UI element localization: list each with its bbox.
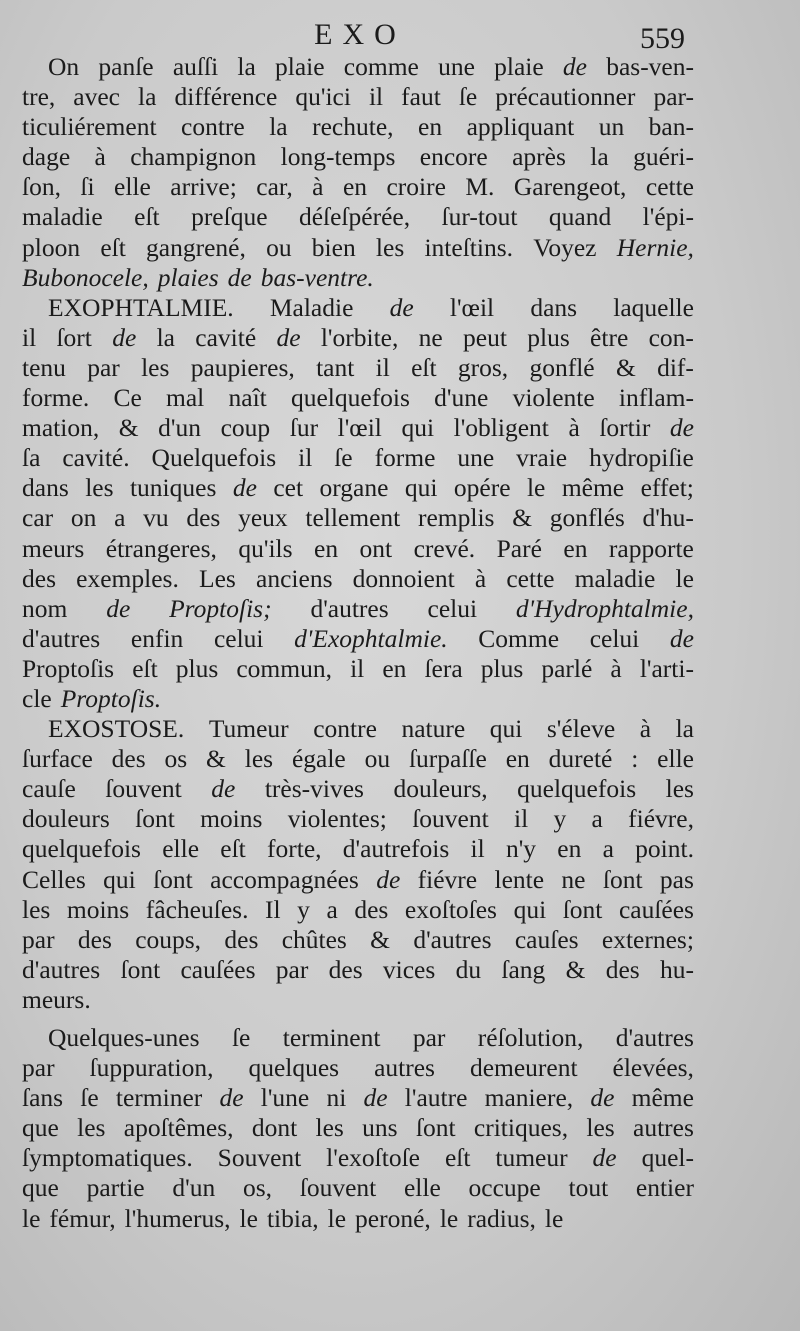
text-line: il ſort de la cavité de l'orbite, ne peut plus être con- bbox=[22, 322, 694, 352]
text-line: par ſuppuration, quelques autres demeurent élevées, bbox=[22, 1053, 694, 1083]
text-line: par des coups, des chûtes & d'autres cauſes externes; bbox=[22, 924, 694, 954]
text-line: ſa cavité. Quelquefois il ſe forme une vraie hydropiſie bbox=[22, 443, 694, 473]
text-line: tre, avec la différence qu'ici il faut ſe précautionner par- bbox=[22, 82, 694, 112]
text-line: dage à champignon long-temps encore après la guéri- bbox=[22, 142, 694, 172]
text-line: ploon eſt gangrené, ou bien les inteſtins. Voyez Hernie, bbox=[22, 232, 694, 262]
paragraph-gap bbox=[22, 1015, 694, 1023]
text-line: forme. Ce mal naît quelquefois d'une violente inflam- bbox=[22, 383, 694, 413]
paragraph bbox=[22, 714, 694, 1015]
text-line: mation, & d'un coup ſur l'œil qui l'obligent à ſortir de bbox=[22, 413, 694, 443]
text-line: d'autres enfin celui d'Exophtalmie. Comme celui de bbox=[22, 623, 694, 653]
text-line: Celles qui ſont accompagnées de fiévre lente ne ſont pas bbox=[22, 864, 694, 894]
text-line: nom de Proptoſis; d'autres celui d'Hydrophtalmie, bbox=[22, 593, 694, 623]
text-line: Quelques-unes ſe terminent par réſolution, d'autres bbox=[48, 1023, 694, 1052]
text-line: ſymptomatiques. Souvent l'exoſtoſe eſt tumeur de quel- bbox=[22, 1143, 694, 1173]
text-line: On panſe auſſi la plaie comme une plaie de bas-ven- bbox=[48, 52, 694, 81]
text-line: des exemples. Les anciens donnoient à cette maladie le bbox=[22, 563, 694, 593]
text-line: d'autres ſont cauſées par des vices du ſang & des hu- bbox=[22, 954, 694, 984]
text-line: ticuliérement contre la rechute, en appliquant un ban- bbox=[22, 112, 694, 142]
paragraph bbox=[22, 1023, 694, 1234]
text-line: cauſe ſouvent de très-vives douleurs, quelquefois les bbox=[22, 774, 694, 804]
text-line: que les apoſtêmes, dont les uns ſont critiques, les autres bbox=[22, 1113, 694, 1143]
text-line: ſurface des os & les égale ou ſurpaſſe en dureté : elle bbox=[22, 744, 694, 774]
text-line: maladie eſt preſque déſeſpérée, ſur-tout quand l'épi- bbox=[22, 202, 694, 232]
text-line: dans les tuniques de cet organe qui opére le même effet; bbox=[22, 473, 694, 503]
paragraph bbox=[22, 293, 694, 714]
text-line: Proptoſis eſt plus commun, il en ſera plus parlé à l'arti- bbox=[22, 653, 694, 683]
text-line: Bubonocele, plaies de bas-ventre. bbox=[22, 262, 374, 292]
text-line: meurs étrangeres, qu'ils en ont crevé. Paré en rapporte bbox=[22, 533, 694, 563]
text-line: tenu par les paupieres, tant il eſt gros, gonflé & dif- bbox=[22, 352, 694, 382]
text-line: douleurs ſont moins violentes; ſouvent il y a fiévre, bbox=[22, 804, 694, 834]
paragraph bbox=[22, 52, 694, 293]
text-line: meurs. bbox=[22, 984, 91, 1014]
text-line: ſans ſe terminer de l'une ni de l'autre maniere, de même bbox=[22, 1083, 694, 1113]
text-line: ſon, ſi elle arrive; car, à en croire M. Garengeot, cette bbox=[22, 172, 694, 202]
text-line: que partie d'un os, ſouvent elle occupe tout entier bbox=[22, 1173, 694, 1203]
text-line: les moins fâcheuſes. Il y a des exoſtoſes qui ſont cauſées bbox=[22, 894, 694, 924]
text-line: car on a vu des yeux tellement remplis & gonflés d'hu- bbox=[22, 503, 694, 533]
text-line: cle Proptoſis. bbox=[22, 683, 162, 713]
page-number: 559 bbox=[640, 22, 685, 55]
text-line: EXOSTOSE. Tumeur contre nature qui s'éleve à la bbox=[48, 714, 694, 744]
running-head: EXO bbox=[314, 18, 406, 51]
text-line: le fémur, l'humerus, le tibia, le peroné, le radius, le bbox=[22, 1203, 564, 1233]
body-text bbox=[22, 52, 694, 1234]
text-line: EXOPHTALMIE. Maladie de l'œil dans laquelle bbox=[48, 292, 694, 322]
text-line: quelquefois elle eſt forte, d'autrefois il n'y en a point. bbox=[22, 834, 694, 864]
